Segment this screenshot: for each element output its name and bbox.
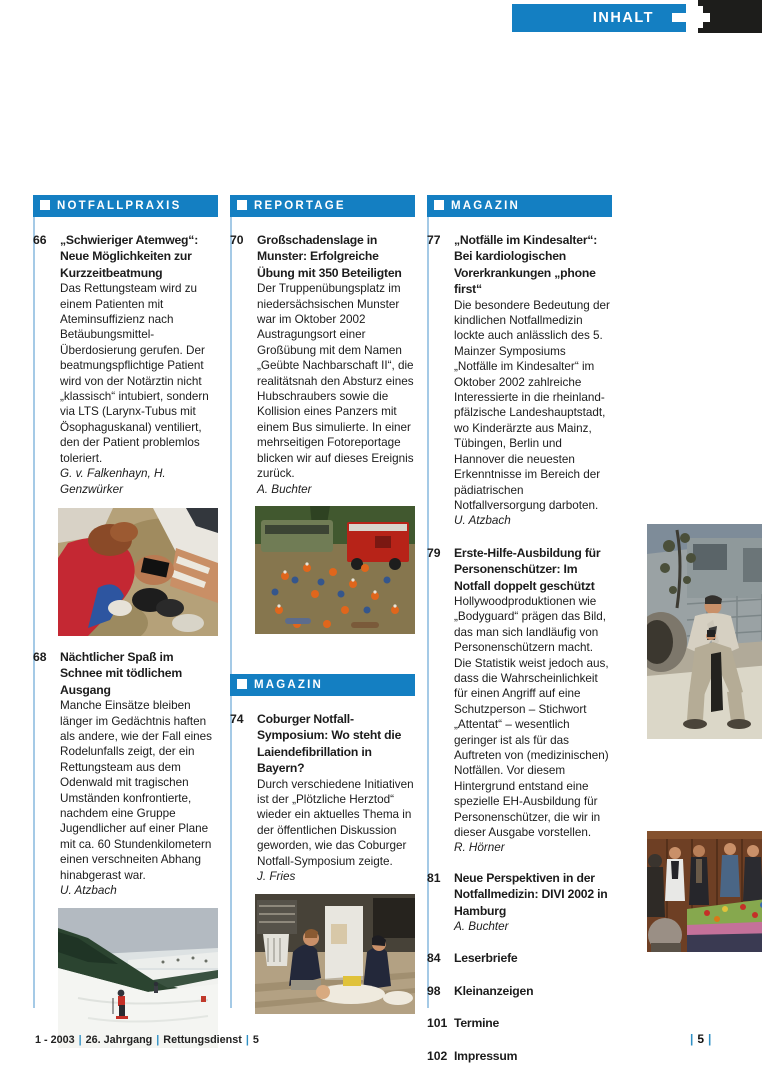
footer-separator: |: [156, 1034, 160, 1046]
article-summary: Der Truppenübungsplatz im niedersächsischen Munster war im Oktober 2002 Austragungsort einer Großübung mit dem Namen „Geübte Nachbarschaft II“, die realitätsnah den Absturz eines Hubschraubers sowie die Kollision eines Panzers mit einem Bus simulierte. In einer mehrseitigen Fotoreportage blicken wir auf dieses Ereignis zurück.: [257, 282, 414, 481]
page-title: INHALT: [592, 10, 654, 26]
article-page-number: 79: [427, 545, 441, 560]
article-title: Nächtlicher Spaß im Schnee mit tödlichem Ausgang: [60, 649, 182, 697]
photo-disaster-exercise: [255, 506, 415, 634]
article-title: „Schwieriger Atemweg“: Neue Möglichkeiten zur Kurzzeitbeatmung: [60, 233, 199, 280]
article-page-number: 98: [427, 983, 441, 998]
article-title: Impressum: [454, 1048, 518, 1063]
footer-issue-info: [35, 1034, 259, 1046]
section-label: REPORTAGE: [254, 200, 346, 212]
section-label: MAGAZIN: [254, 678, 324, 691]
article-79: [427, 545, 612, 856]
article-summary: Manche Einsätze bleiben länger im Gedächtnis haften als andere, wie der Fall eines Rodelunfalls zeigt, der ein Rettungsteam aus dem Odenwald mit tragischen Umständen konfrontierte, nachdem eine Gruppe Jugendlicher auf einer Plane mit ca. 60 Stundenkilometern einen verschneiten Abhang hinabgerast war.: [60, 699, 213, 882]
article-page-number: 68: [33, 649, 47, 664]
article-70: [230, 232, 415, 497]
article-title: Coburger Notfall-Symposium: Wo steht die Laiendefibrillation in Bayern?: [257, 711, 402, 776]
footer-volume: 26. Jahrgang: [85, 1034, 153, 1046]
article-summary: Das Rettungsteam wird zu einem Patienten mit Ateminsuffizienz nach Betäubungsmittel-Überdosierung gerufen. Der beatmungspflichtige Patient wird von der Notärztin nicht „klassisch“ intubiert, sondern via LTS (Larynx-Tubus mit Ösophaguskanal) ventiliert, den der Patient problemlos toleriert.: [60, 282, 209, 465]
article-98: [427, 983, 612, 999]
section-bar-magazin-col3: [427, 195, 612, 217]
photo-rescue-scene: [58, 508, 218, 636]
article-77: [427, 232, 612, 529]
inhalt-header-bar: [512, 4, 686, 32]
article-81: [427, 870, 612, 935]
article-page-number: 81: [427, 870, 441, 885]
article-authors: A. Buchter: [257, 482, 312, 496]
bar-notch: [40, 200, 50, 210]
article-102: [427, 1048, 612, 1064]
article-68: [33, 649, 218, 899]
bar-notch: [434, 200, 444, 210]
section-bar-notfallpraxis: [33, 195, 218, 217]
photo-snow-slope: [58, 908, 218, 1048]
article-84: [427, 950, 612, 966]
footer-magazine-title: Rettungsdienst: [163, 1034, 242, 1046]
footer-separator: |: [708, 1032, 712, 1046]
article-66: [33, 232, 218, 497]
article-authors: R. Hörner: [454, 841, 505, 855]
article-title: Großschadenslage in Munster: Erfolgreiche Übung mit 350 Beteiligten: [257, 233, 402, 280]
article-title: Termine: [454, 1016, 500, 1031]
article-summary: Durch verschiedene Initiativen ist der „Plötzliche Herztod“ wieder ein aktuelles Thema in der öffentlichen Diskussion geworden, wie das Coburger Notfall-Symposium zeigte.: [257, 777, 414, 868]
photo-divi-meeting: [647, 831, 762, 952]
article-page-number: 66: [33, 233, 47, 247]
column-3: [427, 195, 612, 1064]
photo-cpr-training: [255, 894, 415, 1014]
page-number-marker: [686, 1032, 715, 1046]
column-2: [230, 195, 415, 1014]
article-authors: J. Fries: [257, 869, 296, 883]
plus-icon: [672, 6, 710, 28]
article-authors: U. Atzbach: [454, 514, 511, 528]
page-number: 5: [697, 1032, 705, 1046]
article-page-number: 74: [230, 711, 244, 726]
article-page-number: 102: [427, 1048, 448, 1063]
photo-bodyguard: [647, 524, 762, 739]
article-title: Kleinanzeigen: [454, 983, 534, 998]
footer-separator: |: [245, 1034, 249, 1046]
article-page-number: 84: [427, 951, 441, 966]
article-page-number: 77: [427, 233, 441, 247]
footer-separator: |: [690, 1032, 694, 1046]
section-bar-reportage: [230, 195, 415, 217]
column-1: [33, 195, 218, 1048]
section-bar-magazin-col2: [230, 674, 415, 696]
article-authors: U. Atzbach: [60, 884, 117, 897]
article-page-number: 101: [427, 1016, 448, 1031]
article-101: [427, 1015, 612, 1031]
article-title: Leserbriefe: [454, 951, 518, 966]
footer-separator: |: [78, 1034, 82, 1046]
article-page-number: 70: [230, 233, 244, 247]
article-summary: Hollywoodproduktionen wie „Bodyguard“ prägen das Bild, das man sich landläufig von Personenschützern macht. Die Statistik weist jedoch aus, dass die Wahrscheinlichkeit für einen Angriff auf eine Schutzperson – Stichwort „Attentat“ – wesentlich geringer ist als für das Auftreten von (medizinischen) Notfällen. Vor diesem Hintergrund entstand eine spezielle EH-Ausbildung für Personenschützer, die wir in dieser Ausgabe vorstellen.: [454, 594, 609, 840]
article-authors: A. Buchter: [454, 920, 509, 934]
footer-issue: 1 - 2003: [35, 1034, 75, 1046]
footer-page: 5: [252, 1034, 259, 1046]
article-title: Neue Perspektiven in der Notfallmedizin: DIVI 2002 in Hamburg: [454, 870, 608, 918]
bar-notch: [237, 200, 247, 210]
article-74: [230, 711, 415, 884]
section-label: MAGAZIN: [451, 200, 521, 212]
article-summary: Die besondere Bedeutung der kindlichen Notfallmedizin lockte auch anlässlich des 5. Mainzer Symposiums „Notfälle im Kindesalter“ im Oktober 2002 zahlreiche Interessierte in die rheinland-pfälzische Landeshauptstadt, wo Kinderärzte aus Mainz, Tübingen, Berlin und Hannover die neuesten Erkenntnisse im Bereich der pädiatrischen Notfallversorgung darboten.: [454, 298, 610, 512]
article-title: „Notfälle im Kindesalter“: Bei kardiologischen Vorerkrankungen „phone first“: [454, 233, 598, 297]
section-label: NOTFALLPRAXIS: [57, 200, 182, 212]
bar-notch: [237, 679, 247, 689]
article-authors: G. v. Falkenhayn, H. Genzwürker: [60, 467, 166, 496]
article-title: Erste-Hilfe-Ausbildung für Personenschützer: Im Notfall doppelt geschützt: [454, 545, 601, 593]
